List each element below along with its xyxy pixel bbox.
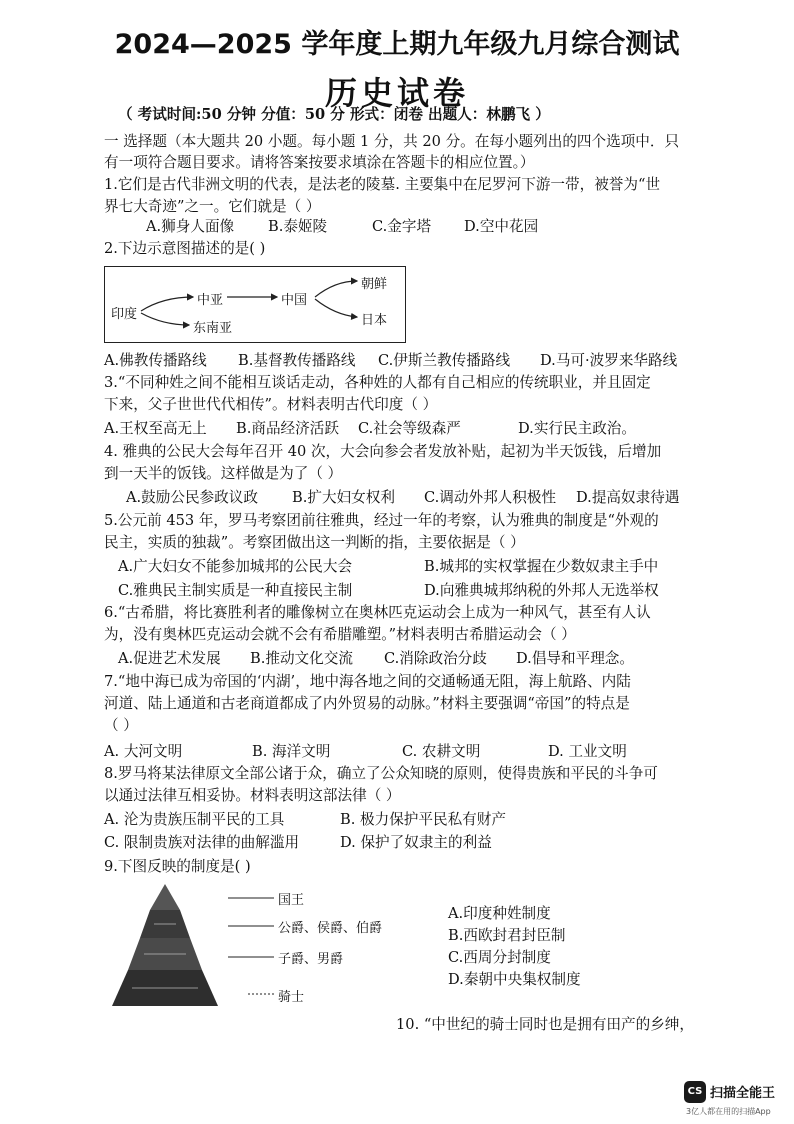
question-4-line-1: 4. 雅典的公民大会每年召开 40 次，大会向参会者发放补贴，起初为半天饭钱，后增加: [104, 443, 662, 460]
question-7-line-2: 河道、陆上通道和古老商道都成了内外贸易的动脉。”材料主要强调“帝国”的特点是: [104, 695, 630, 712]
question-3-option-a: A.王权至高无上: [104, 420, 207, 437]
question-3-option-b: B.商品经济活跃: [236, 420, 339, 437]
question-4-option-c: C.调动外邦人积极性: [424, 489, 557, 506]
question-2-option-d: D.马可·波罗来华路线: [540, 352, 678, 369]
question-3-line-2: 下来，父子世世代代相传”。材料表明古代印度（ ）: [104, 396, 438, 413]
question-7-option-d: D. 工业文明: [548, 743, 627, 760]
question-1-option-d: D.空中花园: [464, 218, 539, 235]
pyramid-label-viscounts: 子爵、男爵: [278, 952, 344, 967]
question-9-line-1: 9.下图反映的制度是( ): [104, 858, 251, 875]
question-9-option-a: A.印度种姓制度: [448, 905, 551, 922]
question-9-option-d: D.秦朝中央集权制度: [448, 971, 581, 988]
question-6-line-1: 6.“古希腊，将比赛胜利者的雕像树立在奥林匹克运动会上成为一种风气，甚至有人认: [104, 604, 651, 621]
question-7-line-3: （ ）: [104, 717, 138, 734]
diagram-node-end-top: 朝鲜: [361, 277, 388, 292]
question-2-option-b: B.基督教传播路线: [238, 352, 356, 369]
pyramid-label-knights: 骑士: [278, 990, 305, 1005]
question-8-option-b: B. 极力保护平民私有财产: [340, 811, 506, 828]
question-5-option-c: C.雅典民主制实质是一种直接民主制: [118, 582, 353, 599]
question-1-option-b: B.泰姬陵: [268, 218, 328, 235]
question-2-line-1: 2.下边示意图描述的是( ): [104, 240, 266, 257]
question-5-option-b: B.城邦的实权掌握在少数奴隶主手中: [424, 558, 659, 575]
question-5-line-1: 5.公元前 453 年，罗马考察团前往雅典，经过一年的考察，认为雅典的制度是“外观的: [104, 512, 659, 529]
diagram-node-center: 中国: [281, 293, 308, 308]
diagram-node-start: 印度: [111, 307, 138, 322]
diagram-arrows: [105, 267, 405, 342]
feudal-pyramid-image: [110, 880, 220, 1010]
question-7-option-c: C. 农耕文明: [402, 743, 481, 760]
question-2-option-a: A.佛教传播路线: [104, 352, 207, 369]
diagram-node-mid-bottom: 东南亚: [193, 321, 233, 336]
diagram-node-end-bottom: 日本: [361, 313, 388, 328]
section-instructions-2: 有一项符合题目要求。请将答案按要求填涂在答题卡的相应位置。）: [104, 154, 535, 171]
question-7-option-b: B. 海洋文明: [252, 743, 331, 760]
question-1-line-1: 1.它们是古代非洲文明的代表，是法老的陵墓. 主要集中在尼罗河下游一带，被誉为“世: [104, 176, 661, 193]
question-2-option-c: C.伊斯兰教传播路线: [378, 352, 511, 369]
question-5-option-a: A.广大妇女不能参加城邦的公民大会: [118, 558, 353, 575]
question-7-option-a: A. 大河文明: [104, 743, 183, 760]
diagram-node-mid-top: 中亚: [197, 293, 224, 308]
question-1-option-c: C.金字塔: [372, 218, 432, 235]
question-1-option-a: A.狮身人面像: [146, 218, 235, 235]
question-9-option-c: C.西周分封制度: [448, 949, 551, 966]
question-4-option-b: B.扩大妇女权利: [292, 489, 395, 506]
question-3-line-1: 3.“不同种姓之间不能相互谈话走动，各种姓的人都有自己相应的传统职业，并且固定: [104, 374, 651, 391]
exam-info: （ 考试时间:50 分钟 分值：50 分 形式：闭卷 出题人：林鹏飞 ）: [118, 106, 550, 123]
question-6-option-d: D.倡导和平理念。: [516, 650, 634, 667]
camscanner-name: 扫描全能王: [710, 1086, 776, 1101]
question-4-option-d: D.提高奴隶待遇: [576, 489, 680, 506]
camscanner-logo-icon: CS: [684, 1081, 706, 1103]
question-7-line-1: 7.“地中海已成为帝国的‘内湖’，地中海各地之间的交通畅通无阻，海上航路、内陆: [104, 673, 631, 690]
question-8-option-a: A. 沦为贵族压制平民的工具: [104, 811, 285, 828]
question-1-line-2: 界七大奇迹”之一。它们就是（ ）: [104, 198, 321, 215]
question-4-option-a: A.鼓励公民参政议政: [126, 489, 258, 506]
question-5-option-d: D.向雅典城邦纳税的外邦人无选举权: [424, 582, 659, 599]
question-8-line-1: 8.罗马将某法律原文全部公诸于众，确立了公众知晓的原则，使得贵族和平民的斗争可: [104, 765, 658, 782]
page-subtitle: 历史试卷: [324, 74, 469, 112]
spread-route-diagram: [104, 266, 406, 343]
question-9-option-b: B.西欧封君封臣制: [448, 927, 566, 944]
page-title: 2024—2025 学年度上期九年级九月综合测试: [114, 29, 680, 60]
question-4-line-2: 到一天半的饭钱。这样做是为了（ ）: [104, 465, 343, 482]
camscanner-tagline: 3亿人都在用的扫描App: [686, 1107, 771, 1116]
question-6-option-a: A.促进艺术发展: [118, 650, 221, 667]
question-8-line-2: 以通过法律互相妥协。材料表明这部法律（ ）: [104, 787, 401, 804]
pyramid-label-king: 国王: [278, 893, 305, 908]
question-6-option-b: B.推动文化交流: [250, 650, 353, 667]
pyramid-label-dukes: 公爵、侯爵、伯爵: [278, 921, 383, 936]
section-instructions-1: 一 选择题（本大题共 20 小题。每小题 1 分，共 20 分。在每小题列出的四个选项中．只: [104, 133, 680, 150]
question-3-option-d: D.实行民主政治。: [518, 420, 636, 437]
question-3-option-c: C.社会等级森严: [358, 420, 461, 437]
question-8-option-c: C. 限制贵族对法律的曲解滥用: [104, 834, 300, 851]
question-6-line-2: 为，没有奥林匹克运动会就不会有希腊雕塑。”材料表明古希腊运动会（ ）: [104, 626, 576, 643]
question-10-line-1: 10. “中世纪的骑士同时也是拥有田产的乡绅，: [396, 1016, 694, 1033]
pyramid-leader-lines: [226, 890, 276, 1002]
question-8-option-d: D. 保护了奴隶主的利益: [340, 834, 492, 851]
question-5-line-2: 民主，实质的独裁”。考察团做出这一判断的指，主要依据是（ ）: [104, 534, 525, 551]
question-6-option-c: C.消除政治分歧: [384, 650, 487, 667]
